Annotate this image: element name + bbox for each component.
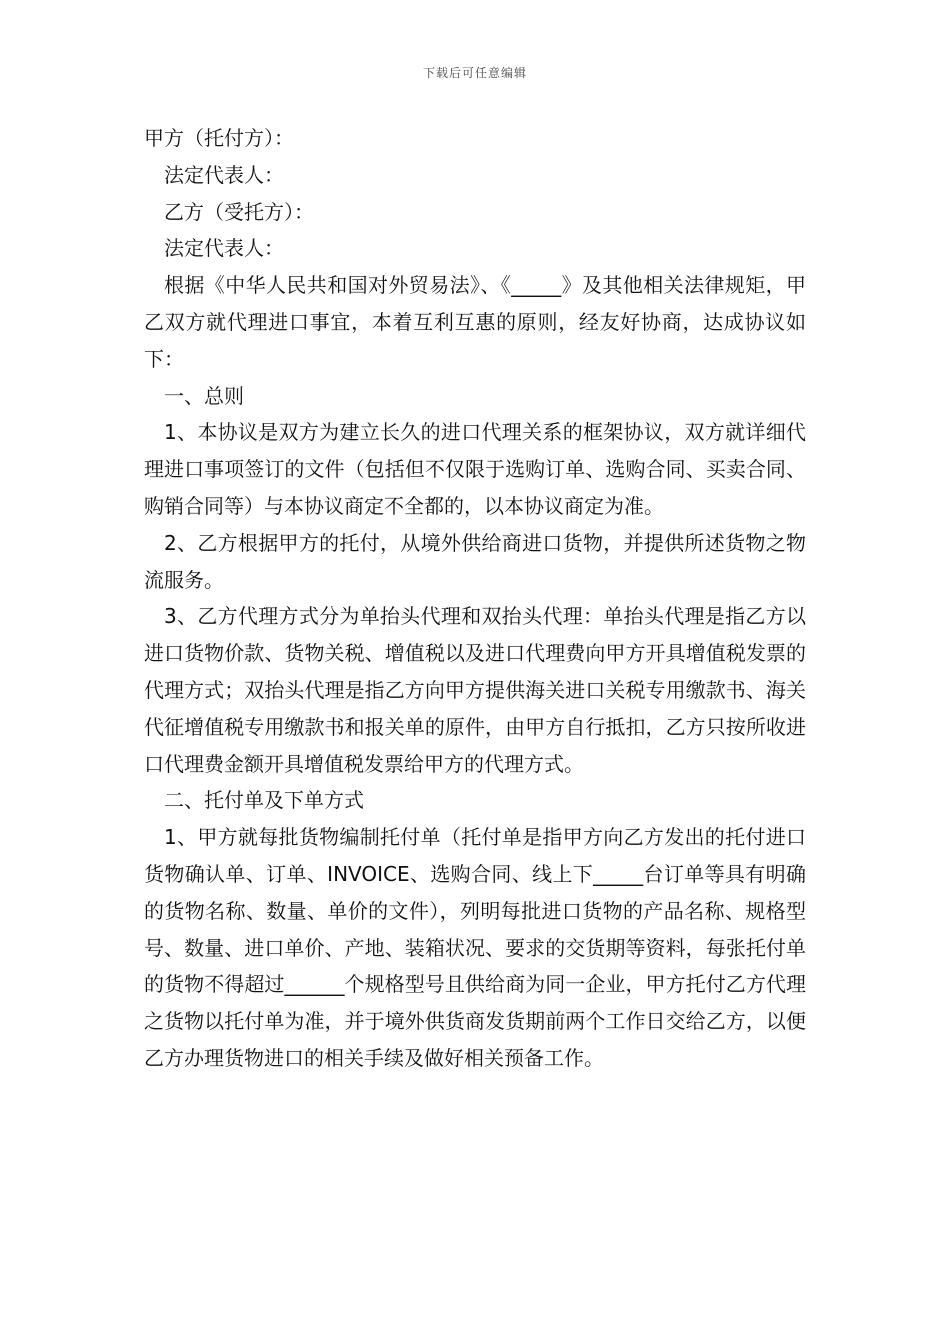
preamble-paragraph: 根据《中华人民共和国对外贸易法》、《_____》及其他相关法律规矩，甲乙双方就代理进口事宜，本着互利互惠的原则，经友好协商，达成协议如下： (144, 273, 806, 371)
clause-2-1: 1、甲方就每批货物编制托付单（托付单是指甲方向乙方发出的托付进口货物确认单、订单、INVOICE、选购合同、线上下_____台订单等具有明确的货物名称、数量、单价的文件），列明每批进口货物的产品名称、规格型号、数量、进口单价、产地、装箱状况、要求的交货期等资料，每张托付单的货物不得超过______个规格型号且供给商为同一企业，甲方托付乙方代理之货物以托付单为准，并于境外供货商发货期前两个工作日交给乙方，以便乙方办理货物进口的相关手续及做好相关预备工作。 (144, 825, 806, 1070)
party-a-line: 甲方（托付方）： (144, 126, 294, 150)
party-b-line: 乙方（受托方）： (164, 199, 314, 224)
section-heading-general: 一、总则 (164, 383, 244, 408)
section-heading-orders: 二、托付单及下单方式 (164, 788, 364, 813)
clause-1-2: 2、乙方根据甲方的托付，从境外供给商进口货物，并提供所述货物之物流服务。 (144, 530, 806, 592)
document-body (144, 120, 806, 1077)
clause-1-3: 3、乙方代理方式分为单抬头代理和双抬头代理：单抬头代理是指乙方以进口货物价款、货物关税、增值税以及进口代理费向甲方开具增值税发票的代理方式；双抬头代理是指乙方向甲方提供海关进口关税专用缴款书、海关代征增值税专用缴款书和报关单的原件，由甲方自行抵扣，乙方只按所收进口代理费金额开具增值税发票给甲方的代理方式。 (144, 604, 806, 776)
party-a-representative: 法定代表人： (164, 162, 284, 187)
page-header-note: 下载后可任意编辑 (422, 66, 527, 80)
clause-1-1: 1、本协议是双方为建立长久的进口代理关系的框架协议，双方就详细代理进口事项签订的文件（包括但不仅限于选购订单、选购合同、买卖合同、购销合同等）与本协议商定不全都的，以本协议商定为准。 (144, 420, 806, 518)
party-b-representative: 法定代表人： (164, 236, 284, 261)
